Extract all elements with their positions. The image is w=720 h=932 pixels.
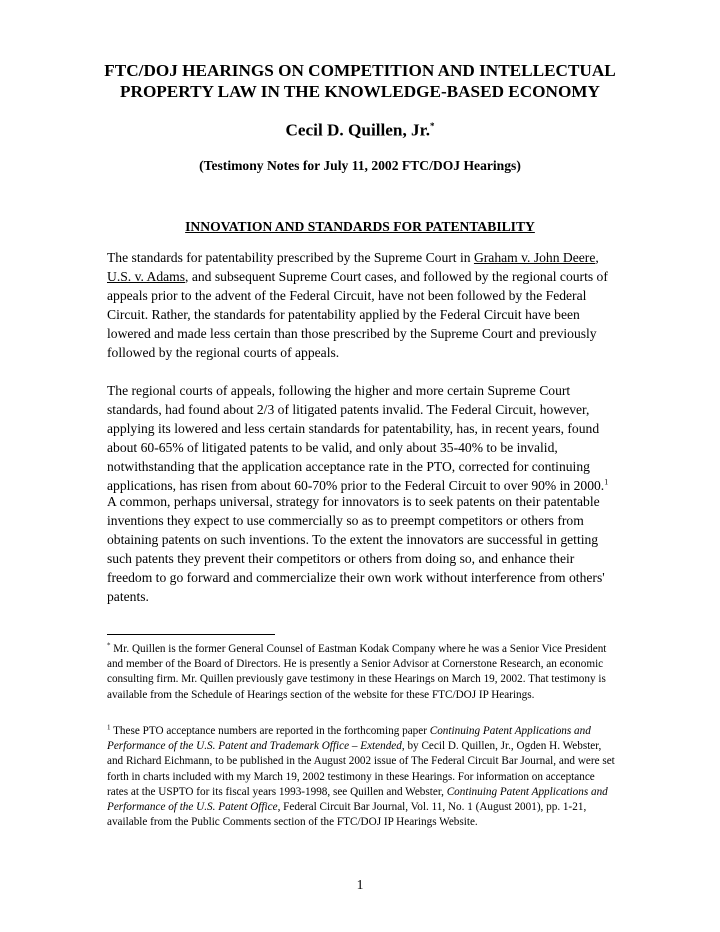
title-line-1: FTC/DOJ HEARINGS ON COMPETITION AND INTELLECTUAL — [104, 61, 616, 80]
footnote-1 — [107, 724, 617, 830]
paragraph-2-text: The regional courts of appeals, following the higher and more certain Supreme Court standards, had found about 2/3 of litigated patents invalid. The Federal Circuit, however, applying its lowered and less certain standards for patentability, has, in recent years, found about 60-65% of litigated patents to be valid, and only about 35-40% to be invalid, notwithstanding that the application acceptance rate in the PTO, corrected for continuing applications, has risen from about 60-70% prior to the Federal Circuit to over 90% in 2000. — [107, 383, 605, 493]
footnote-separator — [107, 634, 275, 635]
case-citation-adams: U.S. v. Adams — [107, 269, 186, 284]
footnote-1-text-a: These PTO acceptance numbers are reported in the forthcoming paper — [110, 725, 430, 737]
footnote-1-title-a: Continuing Patent Applications and Performance of the U.S. Patent and Trademark Office – Extended — [107, 725, 591, 753]
footnote-star-text: Mr. Quillen is the former General Counsel of Eastman Kodak Company where he was a Senior Vice President and member of the Board of Directors. He is presently a Senior Advisor at Cornerstone Research, an economic consulting firm. Mr. Quillen previously gave testimony in these Hearings on March 19, 2002. That testimony is available from the Schedule of Hearings section of the website for these FTC/DOJ IP Hearings. — [107, 643, 607, 701]
footnote-star-mark: * — [107, 641, 111, 650]
author-footnote-mark: * — [430, 121, 435, 131]
document-subtitle: (Testimony Notes for July 11, 2002 FTC/DOJ Hearings) — [199, 158, 521, 173]
paragraph-3 — [107, 492, 612, 606]
paragraph-1-text-c: , and subsequent Supreme Court cases, and followed by the regional courts of appeals prior to the advent of the Federal Circuit, have not been followed by the Federal Circuit. Rather, the standards for patentability applied by the Federal Circuit have been lowered and made less certain than those prescribed by the Supreme Court and previously followed by the regional courts of appeals. — [107, 269, 608, 360]
paragraph-2 — [107, 381, 612, 495]
document-title — [0, 60, 720, 102]
paragraph-1-text-a: The standards for patentability prescribed by the Supreme Court in — [107, 250, 474, 265]
paragraph-3-text: A common, perhaps universal, strategy for innovators is to seek patents on their patentable inventions they expect to use commercially so as to preempt competitors or others from obtaining patents on such inventions. To the extent the innovators are successful in getting such patents they prevent their competitors or others from doing so, and enhance their freedom to go forward and commercialize their own work without interference from others' patents. — [107, 494, 605, 604]
footnote-1-text-b: , by Cecil D. Quillen, Jr., Ogden H. Webster, and Richard Eichmann, to be published in the August 2002 issue of The Federal Circuit Bar Journal, and were set forth in charts included with my March 19, 2002 testimony in these Hearings. For information on acceptance rates at the USPTO for its fiscal years 1993-1998, see Quillen and Webster, — [107, 740, 615, 798]
title-line-2: PROPERTY LAW IN THE KNOWLEDGE-BASED ECONOMY — [120, 82, 600, 101]
author-text: Cecil D. Quillen, Jr. — [285, 120, 430, 140]
author-name — [0, 116, 720, 141]
paragraph-1 — [107, 248, 612, 362]
case-citation-graham: Graham v. John Deere — [473, 250, 596, 265]
footnote-1-mark: 1 — [107, 723, 111, 732]
section-heading: INNOVATION AND STANDARDS FOR PATENTABILITY — [185, 219, 535, 234]
page-number: 1 — [356, 877, 364, 892]
footnote-1-text-c: , Federal Circuit Bar Journal, Vol. 11, No. 1 (August 2001), pp. 1-21, available from the Public Comments section of the FTC/DOJ IP Hearings Website. — [107, 801, 587, 829]
footnote-star — [107, 642, 617, 703]
paragraph-1-text-b: , — [595, 250, 599, 265]
footnote-1-title-b: Continuing Patent Applications and Performance of the U.S. Patent Office — [107, 785, 608, 814]
footnote-ref-1: 1 — [604, 477, 609, 487]
